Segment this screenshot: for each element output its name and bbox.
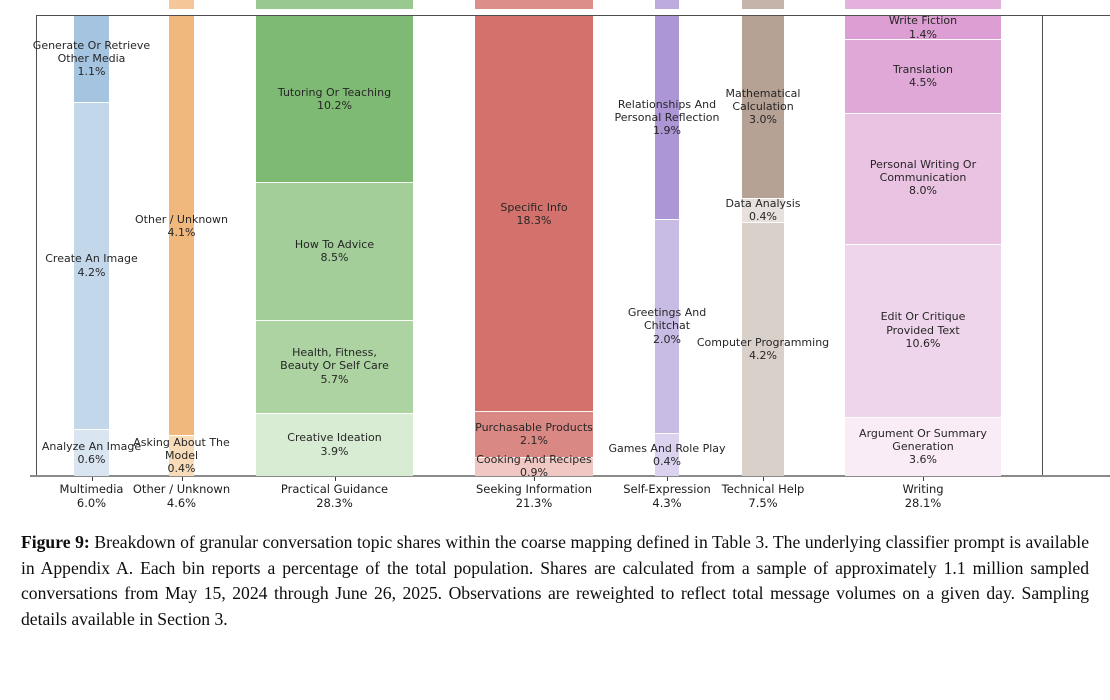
coarse-topic-share: 4.6% [166, 495, 197, 510]
x-axis-label-other-unknown [133, 483, 230, 510]
segment-label-line: 2.0% [653, 332, 681, 346]
coarse-topic-share: 7.5% [748, 495, 778, 510]
plot-right-spine [1042, 15, 1043, 477]
segment-label-line: 2.1% [520, 433, 548, 447]
x-axis-tick-multimedia [92, 477, 93, 481]
segment-label-line: 4.2% [749, 348, 777, 362]
segment-label-creative-ideation [287, 431, 381, 457]
segment-label-line: Generation [892, 439, 954, 453]
x-axis-tick-writing [923, 477, 924, 481]
figure-caption [21, 530, 1089, 632]
segment-label-other-unknown [135, 212, 228, 238]
segment-label-line: Generate Or Retrieve [32, 39, 151, 53]
segment-label-asking-about-the-model [133, 436, 230, 476]
segment-label-line: Chitchat [643, 319, 691, 333]
coarse-topic-share: 21.3% [515, 495, 553, 510]
segment-label-generate-or-retrieve-other-media [33, 39, 150, 79]
cropped-figure-sliver-seeking-information [475, 0, 593, 9]
x-axis-label-technical-help [722, 483, 805, 510]
coarse-topic-share: 28.3% [316, 495, 353, 510]
x-axis-label-self-expression [623, 483, 711, 510]
segment-label-line: 0.4% [749, 209, 777, 223]
segment-label-line: 10.6% [905, 336, 941, 350]
figure-caption-tag: Figure 9: [21, 532, 90, 552]
segment-label-line: 10.2% [317, 98, 352, 112]
x-axis-tick-other-unknown [182, 477, 183, 481]
segment-label-line: Beauty Or Self Care [280, 359, 389, 373]
segment-label-line: Cooking And Recipes [476, 453, 592, 467]
segment-label-personal-writing-or-communication [870, 158, 976, 198]
segment-label-cooking-and-recipes [476, 453, 592, 479]
segment-label-greetings-and-chitchat [628, 306, 706, 346]
segment-label-line: 0.6% [77, 452, 106, 466]
segment-label-argument-or-summary-generation [859, 427, 987, 467]
segment-label-line: 8.0% [909, 184, 937, 198]
segment-label-computer-programming [697, 336, 829, 362]
segment-label-line: Calculation [732, 100, 794, 114]
segment-label-line: Tutoring Or Teaching [277, 85, 392, 99]
segment-label-tutoring-or-teaching [278, 86, 391, 112]
segment-label-line: 5.7% [320, 372, 349, 386]
segment-label-line: 3.6% [909, 453, 937, 467]
x-axis-tick-practical-guidance [335, 477, 336, 481]
segment-label-line: Provided Text [886, 323, 960, 337]
segment-label-specific-info [500, 200, 567, 226]
segment-label-line: Games And Role Play [608, 441, 726, 455]
segment-label-line: 0.4% [167, 462, 196, 476]
x-axis-tick-technical-help [763, 477, 764, 481]
segment-label-line: 0.4% [653, 454, 681, 468]
segment-label-line: 3.9% [320, 444, 349, 458]
segment-label-line: Mathematical [725, 86, 801, 100]
coarse-topic-name: Other / Unknown [132, 482, 231, 496]
cropped-figure-sliver-self-expression [655, 0, 679, 9]
cropped-figure-sliver-technical-help [742, 0, 784, 9]
coarse-topic-name: Practical Guidance [280, 482, 389, 496]
segment-label-line: 8.5% [320, 250, 349, 264]
segment-label-line: Purchasable Products [475, 420, 593, 434]
segment-label-line: 3.0% [749, 113, 777, 127]
segment-label-games-and-role-play [608, 441, 725, 467]
segment-label-line: Asking About The [133, 435, 230, 449]
x-axis-label-writing [902, 483, 943, 510]
segment-label-line: Other Media [57, 52, 126, 66]
segment-label-line: 4.5% [909, 75, 937, 89]
coarse-topic-name: Self-Expression [623, 482, 711, 496]
coarse-topic-name: Seeking Information [475, 482, 593, 496]
segment-label-how-to-advice [295, 238, 374, 264]
segment-label-line: 4.2% [77, 265, 106, 279]
cropped-figure-sliver-writing [845, 0, 1001, 9]
x-axis-label-seeking-information [476, 483, 592, 510]
segment-label-line: Specific Info [500, 200, 568, 214]
segment-label-health-fitness-beauty-or-self-care [280, 346, 389, 386]
segment-label-edit-or-critique-provided-text [881, 310, 966, 350]
coarse-topic-share: 6.0% [76, 495, 107, 510]
segment-label-line: Greetings And [627, 306, 707, 320]
segment-label-line: Edit Or Critique [880, 310, 966, 324]
segment-label-line: Model [164, 448, 199, 462]
cropped-figure-sliver-practical-guidance [256, 0, 413, 9]
x-axis-label-multimedia [60, 483, 124, 510]
segment-label-line: Write Fiction [888, 14, 958, 28]
segment-label-line: Translation [893, 62, 953, 76]
coarse-topic-share: 28.1% [904, 495, 942, 510]
segment-label-line: Communication [879, 171, 967, 185]
coarse-topic-name: Writing [902, 482, 944, 496]
segment-label-data-analysis [725, 196, 800, 222]
coarse-topic-name: Multimedia [59, 482, 124, 496]
plot-left-spine [36, 15, 37, 477]
segment-label-line: Personal Writing Or [869, 158, 977, 172]
segment-label-analyze-an-image [42, 439, 141, 465]
x-axis-label-practical-guidance [281, 483, 388, 510]
segment-label-mathematical-calculation [726, 87, 801, 127]
segment-label-line: 4.1% [167, 225, 196, 239]
coarse-topic-name: Technical Help [721, 482, 805, 496]
segment-label-line: Create An Image [45, 252, 138, 266]
segment-label-line: 0.9% [520, 466, 548, 480]
segment-label-line: Data Analysis [725, 196, 801, 210]
segment-label-relationships-and-personal-reflection [615, 98, 720, 138]
coarse-topic-share: 4.3% [652, 495, 682, 510]
cropped-figure-sliver-other-unknown [169, 0, 194, 9]
segment-label-line: Health, Fitness, [292, 346, 377, 360]
segment-label-create-an-image [45, 252, 138, 278]
segment-label-line: Relationships And [617, 97, 717, 111]
segment-label-line: Analyze An Image [41, 439, 142, 453]
segment-label-line: Computer Programming [696, 335, 830, 349]
segment-label-line: Creative Ideation [287, 431, 382, 445]
segment-label-line: 1.1% [77, 65, 106, 79]
segment-label-line: 1.9% [653, 124, 681, 138]
figure-caption-body: Breakdown of granular conversation topic shares within the coarse mapping defined in Table 3. The underlying classifier prompt is available in Appendix A. Each bin reports a percentage of the total population. Shares are calculated from a sample of approximately 1.1 million sampled conversations from May 15, 2024 through June 26, 2025. Observations are reweighted to reflect total message volumes on a given day. Sampling details available in Section 3. [21, 532, 1090, 629]
segment-label-line: Personal Reflection [614, 111, 720, 125]
x-axis-tick-self-expression [667, 477, 668, 481]
segment-label-line: Argument Or Summary [859, 426, 987, 440]
segment-label-line: How To Advice [294, 237, 375, 251]
segment-label-translation [893, 63, 953, 89]
segment-label-line: 1.4% [909, 27, 937, 41]
segment-label-line: 18.3% [516, 213, 552, 227]
segment-label-purchasable-products [475, 421, 593, 447]
segment-label-write-fiction [889, 14, 957, 40]
segment-label-line: Other / Unknown [135, 212, 228, 226]
